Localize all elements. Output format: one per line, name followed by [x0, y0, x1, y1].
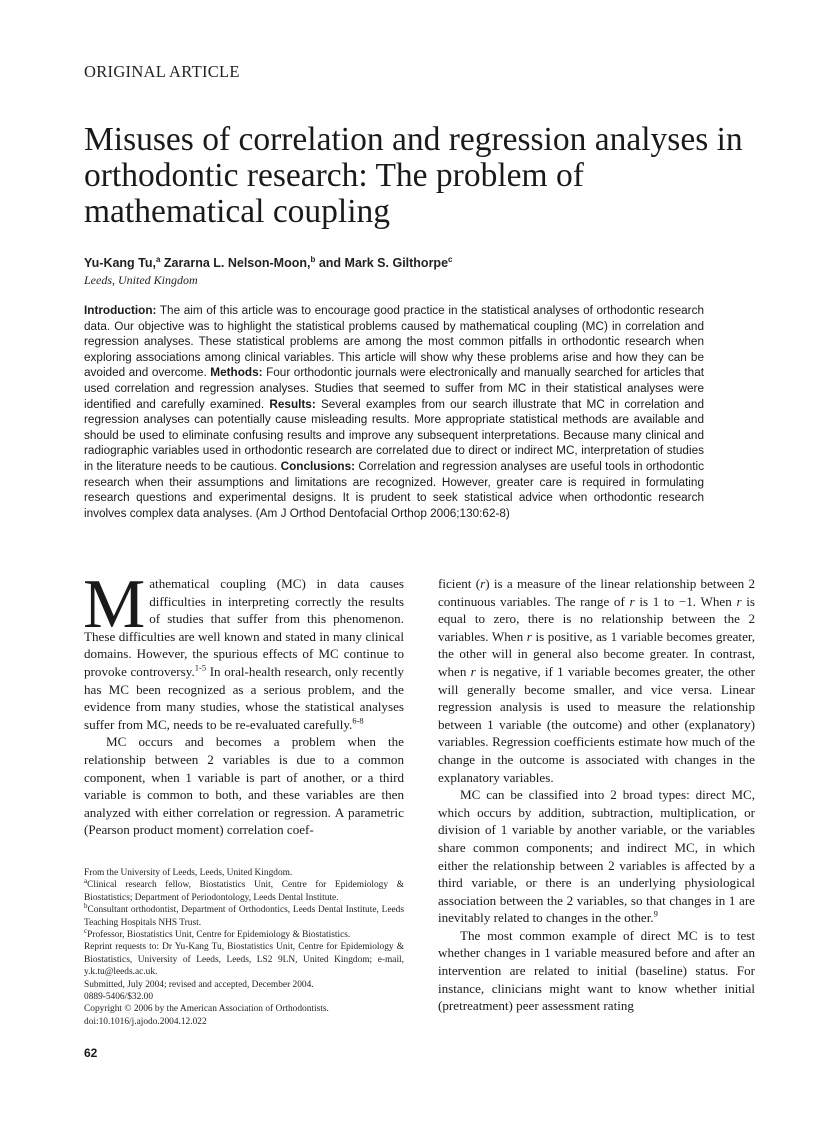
body-text: ficient (	[438, 576, 481, 591]
citation-link[interactable]: 9	[653, 908, 658, 919]
author-name: and Mark S. Gilthorpe	[315, 256, 449, 271]
footnote-mark: a	[84, 877, 88, 886]
abstract	[84, 303, 704, 521]
drop-cap: M	[83, 566, 146, 643]
footnote-copyright: Copyright © 2006 by the American Association of Orthodontists.	[84, 1004, 329, 1015]
body-column-left	[83, 566, 405, 839]
author-list	[84, 255, 452, 270]
math-variable: r	[736, 593, 742, 609]
footnotes	[84, 867, 404, 1028]
body-paragraph	[83, 566, 405, 733]
citation-link[interactable]: 6-8	[352, 715, 364, 726]
body-text: is positive, as 1 variable becomes greater, the other will in general also become greater. In contrast, when	[438, 628, 755, 679]
author-name: Yu-Kang Tu,	[84, 256, 156, 271]
page-number: 62	[84, 1046, 98, 1060]
abstract-conclusions-heading: Conclusions:	[280, 459, 356, 473]
author-location: Leeds, United Kingdom	[84, 273, 198, 287]
author-affiliation-mark: a	[156, 255, 161, 264]
author-affiliation-mark: b	[310, 255, 316, 264]
footnote-text: Consultant orthodontist, Department of Orthodontics, Leeds Dental Institute, Leeds Teaching Hospitals NHS Trust.	[84, 905, 404, 928]
abstract-conclusions-text: Correlation and regression analyses are useful tools in orthodontic research when their assumptions and limitations are recognized. However, greater care is required in formulating research questions and experimental designs. It is prudent to seek statistical advice when orthodontic research involves complex data analyses. (Am J Orthod Dentofacial Orthop 2006;130:62-8)	[84, 459, 704, 520]
abstract-results-text: Several examples from our search illustrate that MC in correlation and regression analyses can potentially cause misleading results. More appropriate statistical methods are available and should be used to eliminate confusing results and improve any subsequent interpretations. Because many clinical and radiographic variables used in orthodontic research are correlated due to direct or indirect MC, interpretation of studies in the literature needs to be cautious.	[84, 397, 704, 473]
math-variable: r	[470, 663, 476, 679]
footnote-doi[interactable]: doi:10.1016/j.ajodo.2004.12.022	[84, 1016, 207, 1027]
abstract-introduction-text: The aim of this article was to encourage good practice in the statistical analyses of orthodontic research data. Our objective was to highlight the statistical problems caused by mathematical coupling (MC) in correlation and regression analyses. These statistical problems are among the most common pitfalls in orthodontic research when exploring associations among clinical variables. This article will show why these problems arise and how they can be avoided and overcome.	[84, 304, 704, 380]
math-variable: r	[480, 576, 486, 591]
footnote-author-c	[84, 926, 404, 941]
footnote-author-a	[84, 879, 404, 904]
footnote-institution: From the University of Leeds, Leeds, United Kingdom.	[84, 868, 293, 878]
math-variable: r	[526, 628, 532, 644]
footnote-mark: c	[84, 926, 88, 935]
math-variable: r	[629, 593, 635, 609]
author-affiliation-mark: c	[448, 255, 453, 264]
footnote-author-b	[84, 904, 404, 929]
body-column-right	[438, 575, 755, 1015]
footnote-text: Professor, Biostatistics Unit, Centre for Epidemiology & Biostatistics.	[87, 930, 351, 941]
footnote-reprint-requests: Reprint requests to: Dr Yu-Kang Tu, Biostatistics Unit, Centre for Epidemiology & Biostatistics, University of Leeds, Leeds, LS2 9LN, United Kingdom; e-mail, y.k.tu@leeds.ac.uk.	[84, 942, 404, 978]
body-text: athematical coupling (MC) in data causes difficulties in interpreting correctly the results of studies that suffer from this phenomenon. These difficulties are well known and stated in many clinical domains. However, the spurious effects of MC continue to provoke controversy.	[84, 576, 404, 679]
footnote-text: Clinical research fellow, Biostatistics Unit, Centre for Epidemiology & Biostatistics; Department of Periodontology, Leeds Dental Institute.	[84, 880, 404, 903]
body-text: is 1 to −1. When	[634, 593, 737, 609]
body-text: ) is a measure of the linear relationship between 2 continuous variables. The range of	[438, 576, 756, 609]
citation-link[interactable]: 1-5	[194, 662, 207, 673]
footnote-mark: b	[84, 902, 88, 911]
body-paragraph	[438, 786, 755, 927]
body-text: is equal to zero, there is no relationship between the 2 variables. When	[438, 593, 755, 644]
body-text: MC can be classified into 2 broad types: direct MC, which occurs by addition, subtraction, multiplication, or division of 1 variable by another variable, or the variables share common components; and indirect MC, in which either the relationship between 2 variables is affected by a third variable, or there is an underlying physiological association between the 2 variables, so that changes in 1 are inevitably related to changes in the other.	[438, 787, 755, 926]
article-title: Misuses of correlation and regression analyses in orthodontic research: The problem of mathematical coupling	[84, 121, 743, 230]
abstract-methods-text: Four orthodontic journals were electronically and manually searched for articles that used correlation and regression analyses. Studies that seemed to suffer from MC in their statistical analyses were identified and carefully examined.	[84, 366, 704, 411]
body-paragraph: The most common example of direct MC is to test whether changes in 1 variable measured before and after an intervention are related to initial (baseline) status. For instance, clinicians might want to know whether initial (pretreatment) peer assessment rating	[438, 927, 755, 1014]
abstract-introduction-heading: Introduction:	[84, 304, 157, 317]
body-paragraph	[438, 575, 755, 786]
body-text: is negative, if 1 variable becomes greater, the other will generally become smaller, and vice versa. Linear regression analysis is used to measure the relationship between 1 variable (the outcome) and other (explanatory) variables. Regression coefficients estimate how much of the change in the outcome is associated with changes in the explanatory variables.	[438, 663, 756, 785]
abstract-results-heading: Results:	[269, 397, 316, 411]
author-name: Zararna L. Nelson-Moon,	[160, 256, 311, 271]
footnote-issn: 0889-5406/$32.00	[84, 992, 154, 1003]
footnote-submission-dates: Submitted, July 2004; revised and accepted, December 2004.	[84, 979, 314, 990]
abstract-methods-heading: Methods:	[210, 366, 263, 380]
body-paragraph: MC occurs and becomes a problem when the relationship between 2 variables is due to a common component, when 1 variable is part of another, or a third variable is common to both, and these variables are then analyzed with either correlation or regression. A parametric (Pearson product moment) correlation coef-	[84, 734, 404, 838]
body-text: In oral-health research, only recently has MC been recognized as a serious problem, and the evidence from many studies, whose the statistical analyses suffer from MC, needs to be re-evaluated carefully.	[84, 663, 405, 732]
section-label: ORIGINAL ARTICLE	[84, 62, 240, 81]
